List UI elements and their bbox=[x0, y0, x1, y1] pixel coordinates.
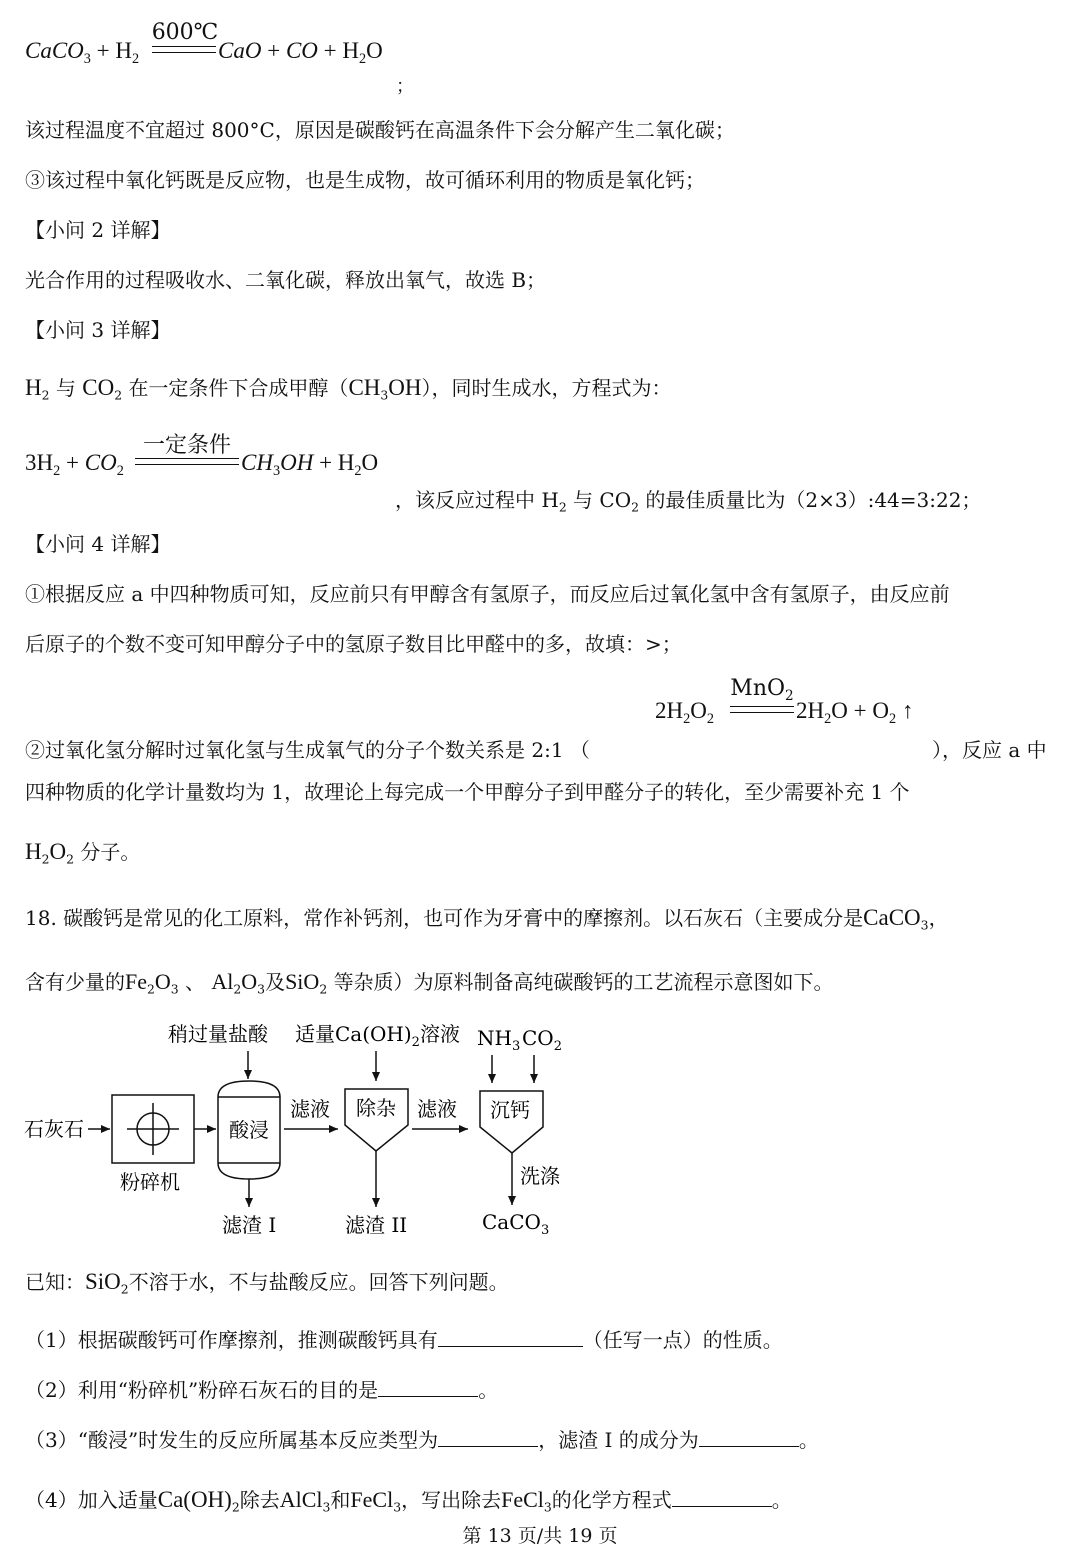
question-18-line2: 含有少量的$Fe_2O_3$ 、 $Al_2O_3$及SiO$_2$ 等杂质）为原料制备高纯碳酸钙的工艺流程示意图如下。 bbox=[25, 969, 834, 997]
paragraph-q4-2a: ②过氧化氢分解时过氧化氢与生成氧气的分子个数关系是 2:1 （ bbox=[25, 738, 590, 762]
heading-q2: 【小问 2 详解】 bbox=[25, 218, 171, 242]
heading-q3: 【小问 3 详解】 bbox=[25, 318, 171, 342]
filtrate-label-2: 滤液 bbox=[417, 1097, 457, 1121]
equation-condition: MnO$_2$ bbox=[730, 676, 794, 704]
acid-leach-label: 酸浸 bbox=[229, 1118, 269, 1142]
equation-condition: 一定条件 bbox=[142, 433, 231, 458]
paragraph-q4-1a: ①根据反应 a 中四种物质可知，反应前只有甲醇含有氢原子，而反应后过氧化氢中含有氢原子，由反应前 bbox=[25, 582, 950, 606]
question-1: （1）根据碳酸钙可作摩擦剂，推测碳酸钙具有 （任写一点）的性质。 bbox=[25, 1328, 783, 1352]
paragraph-recycle: ③该过程中氧化钙既是反应物，也是生成物，故可循环利用的物质是氧化钙； bbox=[25, 168, 705, 192]
paragraph-q2: 光合作用的过程吸收水、二氧化碳，释放出氧气，故选 B； bbox=[25, 268, 547, 292]
equation-condition: 600℃ bbox=[151, 20, 219, 45]
question-2: （2）利用“粉碎机”粉碎石灰石的目的是 。 bbox=[25, 1378, 499, 1402]
paragraph-q4-2b: 四种物质的化学计量数均为 1，故理论上每完成一个甲醇分子到甲醛分子的转化，至少需要补充 1 个 bbox=[25, 780, 910, 804]
residue-1: 滤渣 I bbox=[222, 1213, 277, 1237]
purify-label: 除杂 bbox=[356, 1096, 396, 1120]
reagent-caoh2: 适量$Ca(OH)_2$溶液 bbox=[295, 1022, 460, 1050]
residue-2: 滤渣 II bbox=[345, 1213, 408, 1237]
answer-blank-3a[interactable] bbox=[438, 1426, 538, 1447]
precip-label: 沉钙 bbox=[490, 1098, 530, 1122]
question-18-intro: 18. 碳酸钙是常见的化工原料，常作补钙剂，也可作为牙膏中的摩擦剂。以石灰石（主要成分是CaCO$_3$， bbox=[25, 905, 949, 933]
answer-blank-3b[interactable] bbox=[699, 1426, 799, 1447]
heading-q4: 【小问 4 详解】 bbox=[25, 532, 171, 556]
question-4: （4）加入适量$Ca(OH)_2$除去AlCl$_3$和FeCl$_3$，写出除去FeCl$_3$的化学方程式 。 bbox=[25, 1487, 792, 1515]
answer-blank-2[interactable] bbox=[378, 1376, 478, 1397]
equation-double-line bbox=[152, 46, 216, 53]
paragraph-q4-2a-end: ），反应 a 中 bbox=[932, 738, 1047, 762]
crusher-label: 粉碎机 bbox=[120, 1170, 180, 1194]
product-caco3: CaCO$_3$ bbox=[482, 1210, 550, 1238]
reagent-co2: $CO_2$ bbox=[522, 1026, 562, 1054]
filtrate-label-1: 滤液 bbox=[290, 1097, 330, 1121]
answer-blank-4[interactable] bbox=[672, 1486, 772, 1507]
reagent-hcl: 稍过量盐酸 bbox=[168, 1022, 268, 1046]
wash-label: 洗涤 bbox=[520, 1164, 560, 1188]
equation-double-line bbox=[135, 458, 239, 465]
page-footer: 第 13 页/共 19 页 bbox=[462, 1525, 618, 1547]
raw-limestone: 石灰石 bbox=[24, 1117, 84, 1141]
question-3: （3）“酸浸”时发生的反应所属基本反应类型为 ，滤渣 I 的成分为 。 bbox=[25, 1428, 819, 1452]
paragraph-q3: $H_2$ 与 $CO_2$ 在一定条件下合成甲醇$(CH_3OH)$，同时生成水，方程式为： bbox=[25, 375, 672, 403]
answer-blank-1[interactable] bbox=[438, 1326, 583, 1347]
paragraph-q4-2c: $H_2O_2$ 分子。 bbox=[25, 839, 141, 867]
process-flow-diagram bbox=[0, 1015, 1080, 1255]
equation-double-line bbox=[730, 706, 794, 713]
reagent-nh3: $NH_3$ bbox=[477, 1026, 521, 1054]
paragraph-q4-1b: 后原子的个数不变可知甲醇分子中的氢原子数目比甲醛中的多，故填：>； bbox=[25, 632, 682, 656]
known-info: 已知：SiO$_2$不溶于水，不与盐酸反应。回答下列问题。 bbox=[25, 1269, 509, 1297]
paragraph-temperature: 该过程温度不宜超过 800°C，原因是碳酸钙在高温条件下会分解产生二氧化碳； bbox=[25, 118, 735, 142]
